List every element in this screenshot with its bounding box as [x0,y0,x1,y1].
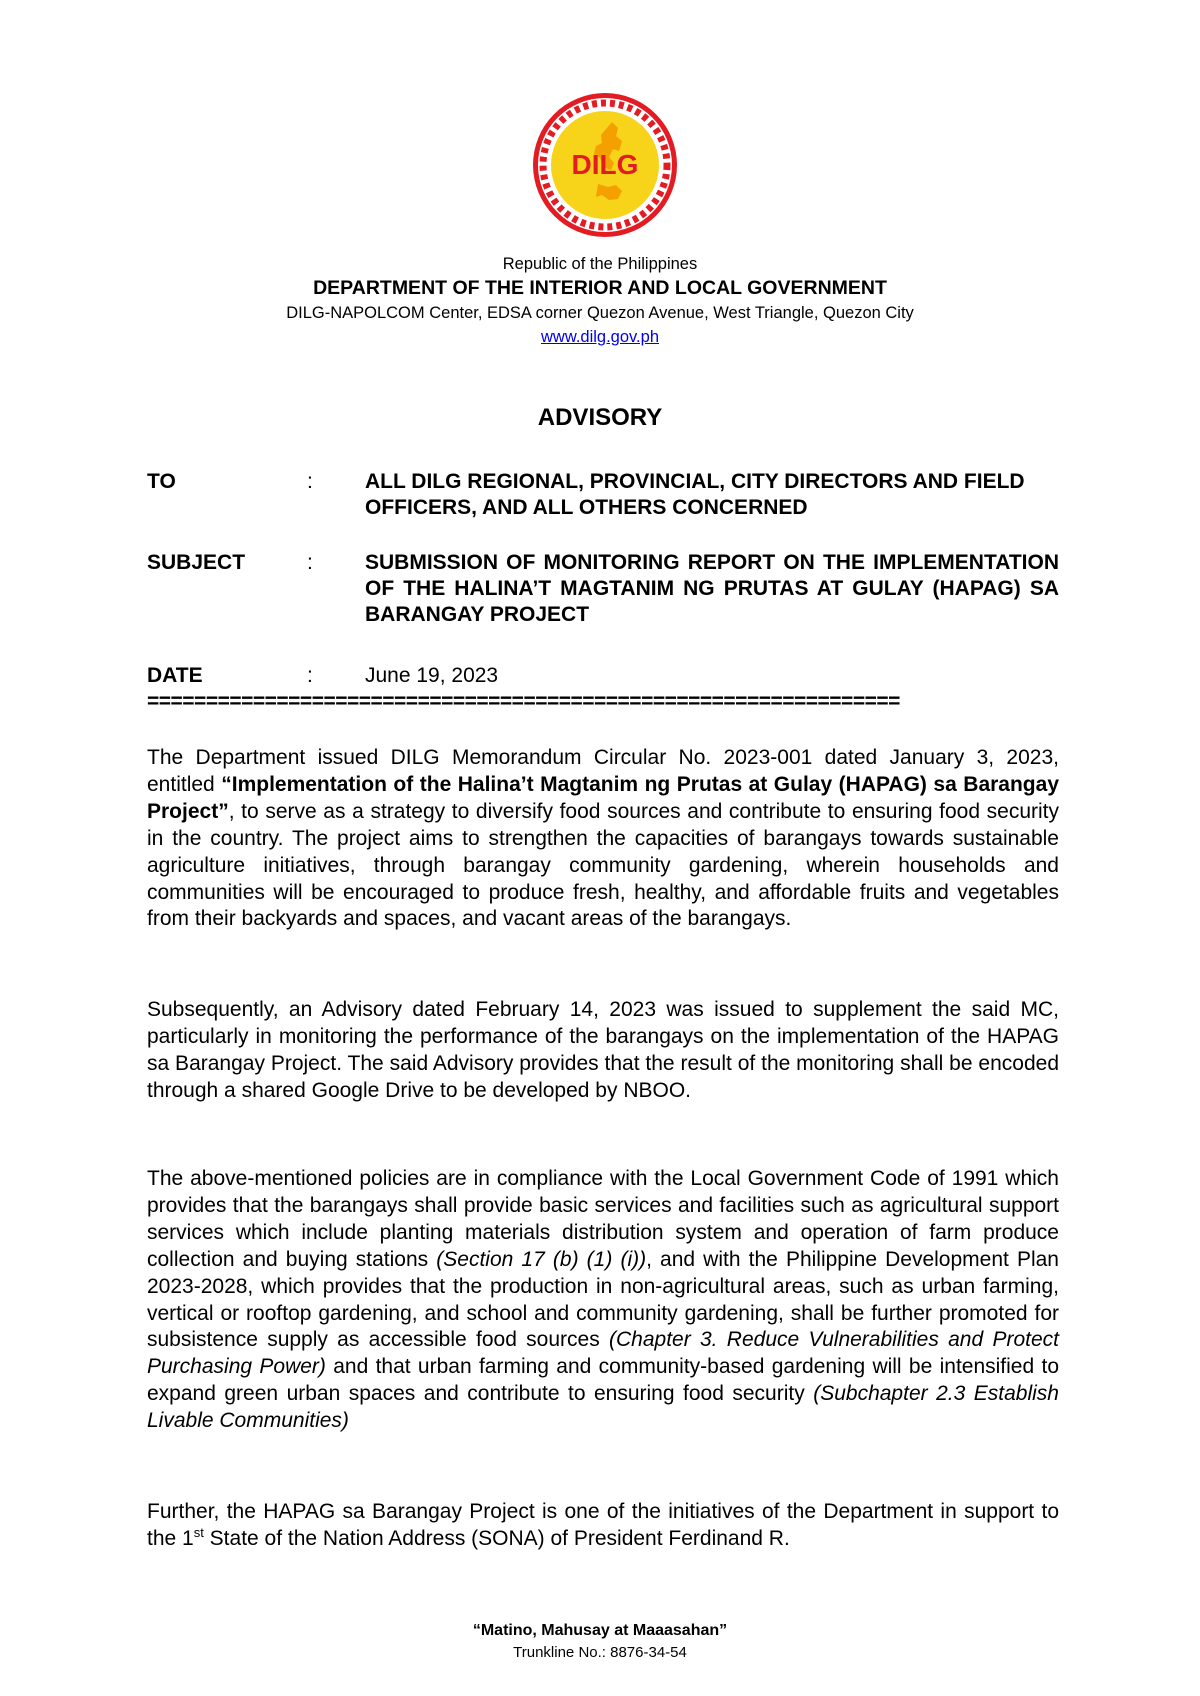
paragraph-4: Further, the HAPAG sa Barangay Project is one of the initiatives of the Department in support to the 1st State of the Nation Address (SONA) of President Ferdinand R. [147,1500,1059,1550]
website-link[interactable]: www.dilg.gov.ph [540,328,659,346]
citation-section-17: (Section 17 (b) (1) (i)) [436,1247,647,1271]
subject-value: SUBMISSION OF MONITORING REPORT ON THE IMPLEMENTATION OF THE HALINA’T MAGTANIM NG PRUTAS AT GULAY (HAPAG) SA BARANGAY PROJECT [365,551,1059,626]
to-value: ALL DILG REGIONAL, PROVINCIAL, CITY DIRECTORS AND FIELD OFFICERS, AND ALL OTHERS CONCERNED [365,470,1025,519]
date-row [147,663,1059,689]
dilg-seal-logo [532,92,678,238]
subject-label: SUBJECT [147,551,246,574]
document-title: ADVISORY [537,404,663,431]
date-colon: : [307,664,313,687]
paragraph-2: Subsequently, an Advisory dated February 14, 2023 was issued to supplement the said MC, particularly in monitoring the performance of the barangays on the implementation of the HAPAG sa Barangay Project. The said Advisory provides that the result of the monitoring shall be encoded through a shared Google Drive to be developed by NBOO. [147,998,1059,1102]
republic-line: Republic of the Philippines [502,255,698,273]
to-colon: : [307,470,313,493]
date-value: June 19, 2023 [365,664,499,687]
letterhead [0,253,1200,349]
to-label: TO [147,470,176,493]
page-footer [0,1620,1200,1664]
paragraph-1: The Department issued DILG Memorandum Circular No. 2023-001 dated January 3, 2023, entitled “Implementation of the Halina’t Magtanim ng Prutas at Gulay (HAPAG) sa Barangay Project”, to serve as a strategy to diversify food sources and contribute to ensuring food security in the country. The project aims to strengthen the capacities of barangays towards sustainable agriculture initiatives, through barangay community gardening, wherein households and communities will be encouraged to produce fresh, healthy, and affordable fruits and vegetables from their backyards and spaces, and vacant areas of the barangays. [147,746,1059,931]
department-address: DILG-NAPOLCOM Center, EDSA corner Quezon Avenue, West Triangle, Quezon City [286,304,914,322]
citation-subchapter-2-3: (Subchapter 2.3 Establish Livable Communities) [147,1382,1059,1433]
seal-text: DILG [571,149,639,180]
footer-trunkline: Trunkline No.: 8876-34-54 [513,1644,687,1661]
to-row [147,469,1059,521]
paragraph-3: The above-mentioned policies are in compliance with the Local Government Code of 1991 which provides that the barangays shall provide basic services and facilities such as agricultural support services which include planting materials distribution system and operation of farm produce collection and buying stations (Section 17 (b) (1) (i)), and with the Philippine Development Plan 2023-2028, which provides that the production in non-agricultural areas, such as urban farming, vertical or rooftop gardening, and school and community gardening, shall be further promoted for subsistence supply as accessible food sources (Chapter 3. Reduce Vulnerabilities and Protect Purchasing Power) and that urban farming and community-based gardening will be intensified to expand green urban spaces and contribute to ensuring food security (Subchapter 2.3 Establish Livable Communities) [147,1167,1059,1433]
footer-motto: “Matino, Mahusay at Maaasahan” [472,1622,728,1639]
subject-colon: : [307,551,313,574]
date-label: DATE [147,664,203,687]
subject-row [147,550,1059,628]
mc-title: “Implementation of the Halina’t Magtanim ng Prutas at Gulay (HAPAG) sa Barangay Project” [147,772,1059,823]
department-name: DEPARTMENT OF THE INTERIOR AND LOCAL GOVERNMENT [313,277,887,299]
separator-line: ================================================================ [147,690,900,713]
citation-chapter-3: (Chapter 3. Reduce Vulnerabilities and Protect Purchasing Power) [147,1328,1059,1379]
